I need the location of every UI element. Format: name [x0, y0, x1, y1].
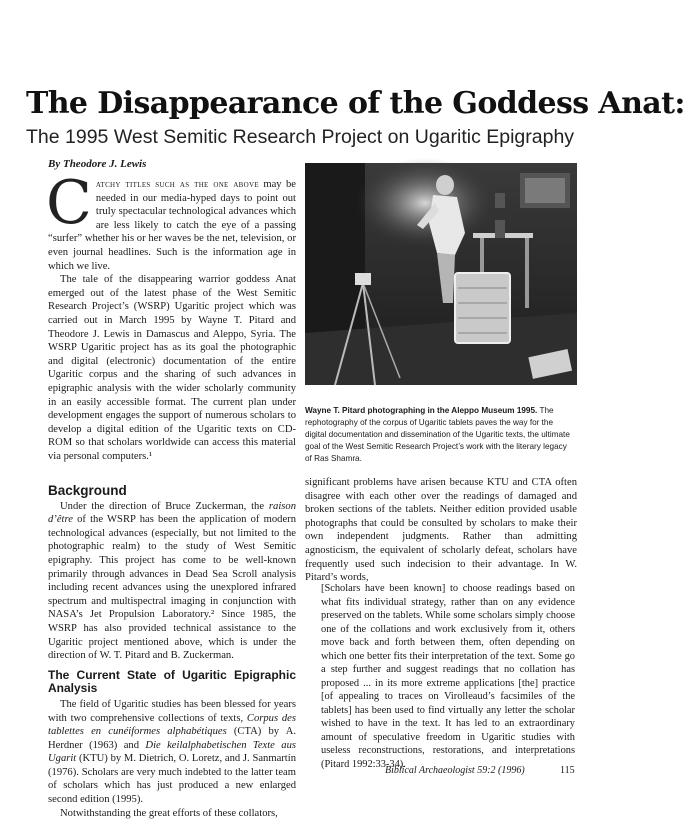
current-state-text-a: The field of Ugaritic studies has been blessed for years with two comprehensive collections of texts,: [48, 698, 296, 724]
journal-citation: Biblical Archaeologist 59:2 (1996): [385, 765, 525, 776]
current-state-text-c: (KTU) by M. Dietrich, O. Loretz, and J. Sanmartín (1976). Scholars are very much indebted to the latter team of scholars which has just produced a new enlarged second edition (1995).: [48, 753, 296, 806]
section-heading-background: Background: [48, 483, 127, 498]
intro-paragraph-1: [46, 168, 296, 273]
caption-bold: Wayne T. Pitard photographing in the Aleppo Museum 1995.: [305, 406, 538, 415]
background-text-a: Under the direction of Bruce Zuckerman, the: [60, 500, 269, 512]
article-subtitle: The 1995 West Semitic Research Project on Ugaritic Epigraphy: [26, 126, 575, 148]
intro-paragraph-1-text: may be needed in our media-hyped days to point out truly spectacular technological advances which are less likely to catch the eye of a passing “surfer” whether his or her waves be the net, television, or even journal headlines. Such is the information age in which we live.: [48, 179, 296, 272]
drop-cap: C: [46, 168, 92, 238]
current-state-paragraph-2: Notwithstanding the great efforts of these collators,: [60, 807, 278, 819]
right-column: [305, 476, 577, 585]
current-state-text-b: (CTA) by A. Herdner (1963) and: [48, 726, 296, 751]
section-heading-current-state: The Current State of Ugaritic Epigraphic Analysis: [48, 667, 296, 696]
article-title: The Disappearance of the Goddess Anat:: [26, 86, 685, 121]
left-column: [48, 484, 296, 820]
raison-detre: raison d’être: [48, 500, 296, 526]
intro-column: [46, 168, 296, 463]
right-paragraph: significant problems have arisen because KTU and CTA often disagree with each other over the readings of damaged and broken sections of the tablets. Neither edition provided usable photographs that could be consulted by scholars to make their own independent judgments. Rather than admitting agnosticism, the equivalent of scholarly defeat, scholars have frequently used such indecision to their advantage. In W. Pitard’s words,: [305, 477, 577, 584]
byline: By Theodore J. Lewis: [48, 158, 147, 170]
page-number: 115: [560, 765, 575, 776]
current-state-paragraph-1: [48, 698, 296, 807]
caption-text: The rephotography of the corpus of Ugaritic tablets paves the way for the digital documentation and dissemination of the Ugaritic texts, the ultimate goal of the West Semitic Research Project’s work with the literary legacy of Ras Shamra.: [305, 406, 570, 463]
photo-caption: [305, 405, 575, 465]
lead-small-caps: atchy titles such as the one above: [95, 179, 259, 190]
cta-title: Corpus des tablettes en cunéiformes alphabétiques: [48, 712, 296, 738]
background-paragraph: [48, 500, 296, 663]
background-text-b: of the WSRP has been the application of modern technological advances (especially, but not limited to the photographic realm) to the study of West Semitic epigraphy. This project has come to be well-known primarily through advances in Dead Sea Scroll analysis including recent advances using the unexplored infrared spectrum and multispectral imaging in conjunction with NASA’s Jet Propulsion Laboratory.² Since 1985, the WSRP has also provided technical assistance to the Ugaritic project mentioned above, which is under the direction of W. T. Pitard and B. Zuckerman.: [48, 514, 296, 662]
block-quote: [Scholars have been known] to choose readings based on what fits individual strategy, rather than on any evidence preserved on the tablets. While some scholars simply choose one of the collations and work exclusively from it, others move back and forth between them, often depending on which one better fits their interpretation of the text. Some go a step further and suggest readings that no collation has proposed ... in its more extreme applications [the] practice [of appealing to traces on Virolleaud’s facsimiles of the tablets] has been used to find virtually any letter the scholar wished to have in the text. It has led to an extraordinary amount of speculative freedom in Ugaritic studies with useless reconstructions, restorations, and interpretations (Pitard 1992:33-34).: [321, 583, 575, 770]
photo-illustration: [305, 163, 577, 385]
ktu-title: Die keilalphabetischen Texte aus Ugarit: [48, 739, 296, 765]
photo-pitard-aleppo-museum: [305, 163, 577, 385]
intro-paragraph-2: The tale of the disappearing warrior goddess Anat emerged out of the latest phase of the West Semitic Research Project’s (WSRP) Ugaritic project which was carried out in March 1995 by Wayne T. Pitard and Theodore J. Lewis in Damascus and Aleppo, Syria. The WSRP Ugaritic project has as its goal the photographic and digital (electronic) documentation of the entire Ugaritic corpus and the sharing of such advances in epigraphic analysis with the wider scholarly community in an easily accessible format. The current plan under development engages the support of numerous scholars to develop a digital edition of the Ugaritic texts on CD-ROM so that scholars worldwide can access this material via personal computers.¹: [48, 274, 296, 462]
